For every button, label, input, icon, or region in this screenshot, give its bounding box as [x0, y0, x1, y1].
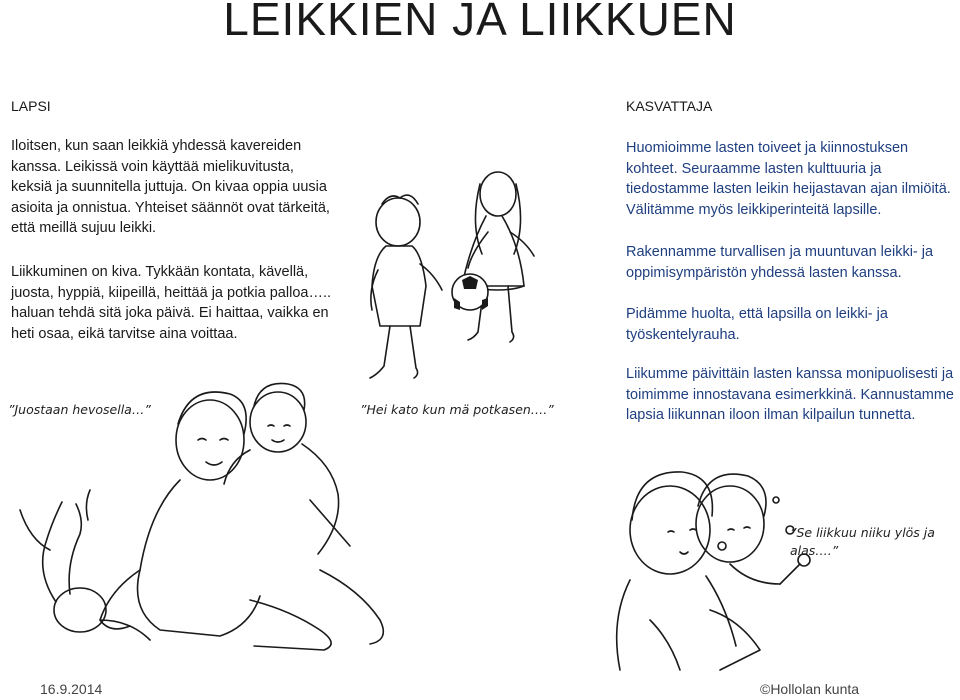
page-title: LEIKKIEN JA LIIKKUEN [223, 0, 737, 45]
quote-bubbles: ”Se liikkuu niiku ylös ja alas….” [790, 525, 935, 558]
kasvattaja-paragraph-3: Pidämme huolta, että lapsilla on leikki- ja työskentelyrauha. [626, 306, 888, 343]
lapsi-paragraph-1: Iloitsen, kun saan leikkiä yhdessä kavereiden kanssa. Leikissä voin käyttää mielikuvitusta, keksiä ja suunnitella juttuja. On kivaa oppia uusia asioita ja onnistua. Yhteiset säännöt ovat tärkeitä, että meillä sujuu leikki. [11, 138, 330, 236]
lapsi-paragraph-2: Liikkuminen on kiva. Tykkään kontata, kävellä, juosta, hyppiä, kiipeillä, heittää ja potkia palloa….. haluan tehdä sitä joka päivä. Ei haittaa, vaikka en heti osaa, eikä tarvitse aina voittaa. [11, 264, 331, 342]
kasvattaja-paragraph-1: Huomioimme lasten toiveet ja kiinnostuksen kohteet. Seuraamme lasten kulttuuria ja tiedostamme lasten leikin heijastavan ajan ilmiöitä. Välitämme myös leikkiperinteitä lapsille. [626, 140, 951, 218]
children-playing-ball-illustration [360, 150, 560, 400]
lapsi-heading: LAPSI [11, 98, 51, 114]
kasvattaja-heading: KASVATTAJA [626, 98, 713, 114]
footer-credit: ©Hollolan kunta [760, 681, 860, 697]
kasvattaja-paragraph-2: Rakennamme turvallisen ja muuntuvan leikki- ja oppimisympäristön yhdessä lasten kanssa. [626, 244, 934, 281]
adult-with-children-illustration [10, 370, 440, 670]
quote-kick: ”Hei kato kun mä potkasen….” [360, 402, 554, 417]
children-blowing-bubbles-illustration [610, 460, 830, 680]
kasvattaja-paragraph-4: Liikumme päivittäin lasten kanssa monipuolisesti ja toimimme innostavana esimerkkinä. Kannustamme lapsia liikunnan iloon ilman kilpailun tunnetta. [626, 366, 954, 423]
footer-date: 16.9.2014 [40, 681, 103, 697]
quote-horse: ”Juostaan hevosella…” [8, 402, 151, 417]
